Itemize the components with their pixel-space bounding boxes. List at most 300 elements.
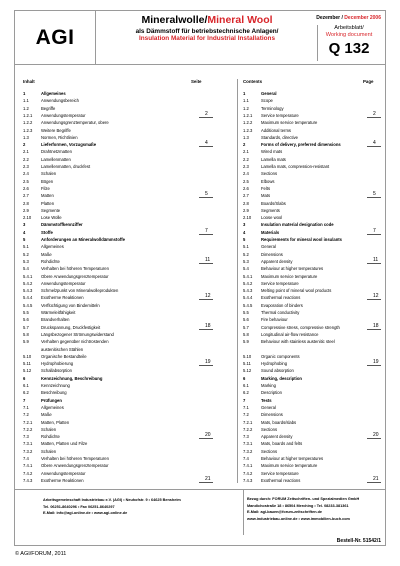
toc-row-number: 6.1 [243, 383, 249, 388]
toc-row-title: Elbows [261, 178, 275, 184]
toc-row-title: Bögen [41, 178, 54, 184]
toc-row-title: General [261, 244, 276, 250]
toc-row [243, 354, 300, 359]
page-underline [199, 197, 213, 198]
toc-row-title: Additional terms [261, 127, 292, 133]
toc-row [23, 230, 53, 235]
copyright: © AGI/FORUM, 2011 [15, 551, 67, 557]
toc-row-number: 5.9 [243, 339, 249, 345]
toc-row-number: 2.8 [243, 200, 249, 206]
toc-row-title: Verhalten gegenüber nichtrostenden [41, 339, 109, 345]
toc-row-title: Lieferformen, Vorzugsmaße [41, 142, 97, 148]
toc-page-number: 18 [373, 322, 379, 329]
toc-row-number: 7.2.1 [23, 419, 33, 425]
toc-row-number: 2.2 [23, 156, 29, 162]
toc-row-number: 5.4.3 [23, 288, 33, 294]
toc-row [23, 478, 84, 483]
toc-page-number: 11 [205, 256, 211, 263]
toc-row-title: Schalen [41, 426, 57, 432]
page-underline [367, 117, 381, 118]
footer-divider [243, 490, 244, 535]
toc-row-number: 1.1 [23, 98, 29, 104]
page-underline [367, 197, 381, 198]
toc-row-title: Anwendungstemperatur [41, 112, 86, 118]
toc-row-title: Terminology [261, 105, 284, 111]
toc-row-title: Anwendungsgrenztemperatur, obere [41, 120, 109, 126]
toc-row [243, 471, 299, 476]
document-title [99, 14, 315, 42]
toc-row-number: 6 [243, 375, 246, 381]
toc-row-title: Apparent density [261, 434, 293, 440]
toc-page-number: 2 [205, 110, 208, 117]
toc-page-number: 2 [373, 110, 376, 117]
toc-row-title: Insulation material designation code [261, 222, 334, 228]
toc-row-title: Sections [261, 448, 278, 454]
toc-row-number: 2.5 [23, 178, 29, 184]
toc-row [23, 441, 87, 446]
toc-row-title: Maximum service temperature [261, 120, 318, 126]
toc-row-number: 4 [23, 229, 26, 235]
toc-row-title: Anwendungsbereich [41, 98, 79, 104]
distributor-info: Bezug durch: FORUM Zeitschriften- und Spezialmedien GmbH Mandichostraße 18 • 86504 Merching • Tel. 08233-381361 E-Mail: agi-bauen@forum-zeitschriften.de www.industriebau-online.de • www.immobilien-buch.com [247, 497, 360, 521]
toc-row [23, 325, 100, 330]
toc-row [243, 288, 331, 293]
toc-row [23, 128, 71, 133]
toc-row-number: 2.1 [243, 149, 249, 155]
toc-row-number: 3 [23, 222, 26, 228]
toc-row [243, 390, 282, 395]
toc-row [23, 303, 100, 308]
toc-row-number: 7.4 [23, 456, 29, 461]
toc-row-title: Mats, boards and felts [261, 441, 303, 447]
toc-row-title: Sections [261, 171, 278, 177]
toc-page-number: 12 [205, 293, 211, 300]
toc-row-title: Marking, description [261, 375, 302, 381]
toc-row [243, 91, 277, 96]
toc-row-number: 1.2.1 [23, 112, 33, 118]
subtitle-de: als Dämmstoff für betriebstechnische Anlagen/ [135, 28, 279, 35]
toc-row-title: General [261, 404, 276, 410]
toc-row-title: Lamellenmatten, druckfest [41, 164, 91, 169]
toc-row [243, 128, 291, 133]
toc-row-title: Beschreibung [41, 390, 67, 396]
toc-row [243, 383, 276, 388]
toc-row [23, 164, 90, 169]
toc-row-number: 5.5 [23, 310, 29, 315]
toc-row [243, 193, 270, 198]
toc-row-title: Dämmstoffkennziffer [41, 222, 83, 228]
toc-row-number: 5.4.1 [243, 273, 253, 279]
toc-row-title: Anforderungen an Mineralwolldämmstoffe [41, 237, 125, 242]
toc-row-title: Drahtnetzmatten [41, 149, 72, 155]
toc-row [23, 222, 83, 227]
page-underline [199, 234, 213, 235]
toc-row [23, 171, 56, 176]
toc-row-number: 5.4.4 [23, 295, 33, 301]
page-underline [199, 146, 213, 147]
page-underline [367, 263, 381, 264]
toc-row [243, 295, 300, 300]
toc-row [23, 215, 62, 220]
toc-page-number: 19 [205, 359, 211, 366]
toc-row-number: 5.1 [243, 244, 249, 250]
toc-row-number: 1.2.2 [243, 120, 253, 126]
toc-row-title: Lamellenmatten [41, 156, 71, 162]
toc-row-number: 5.8 [23, 331, 29, 337]
toc-row-number: 5.4.2 [243, 280, 253, 286]
toc-row-number: 5.4.2 [23, 280, 33, 286]
toc-row-number: 2.6 [23, 185, 29, 191]
toc-row [243, 208, 280, 213]
toc-row-title: Filze [41, 185, 50, 191]
toc-row [243, 186, 270, 191]
toc-page-number: 20 [205, 432, 211, 439]
toc-row [243, 120, 317, 125]
toc-row [243, 303, 303, 308]
toc-row-title: Segments [261, 207, 280, 213]
toc-row [243, 478, 300, 483]
toc-row-number: 7.4.2 [23, 470, 33, 476]
document-page [14, 10, 386, 546]
toc-row-title: Marking [261, 383, 276, 388]
toc-row-number: 2.6 [243, 185, 249, 191]
toc-row [23, 412, 52, 417]
toc-row [23, 288, 118, 293]
toc-row-title: Allgemeines [41, 244, 64, 250]
toc-row-title: Stoffe [41, 229, 53, 235]
toc-row-number: 7.3 [243, 434, 249, 440]
toc-row-title: Description [261, 390, 282, 396]
toc-row-title: Längsbezogener Strömungswiderstand [41, 331, 114, 337]
toc-row-title: Fire behaviour [261, 317, 288, 323]
toc-row-number: 5 [243, 237, 246, 242]
toc-row-number: 2.4 [23, 171, 29, 177]
toc-row [243, 274, 317, 279]
toc-row-title: Exotherme Reaktionen [41, 295, 84, 301]
toc-row [243, 259, 292, 264]
toc-row-title: Verhalten bei höheren Temperaturen [41, 456, 109, 461]
toc-row-number: 5.7 [243, 324, 249, 330]
toc-row-number: 2.4 [243, 171, 249, 177]
toc-row-number: 7.3 [23, 434, 29, 440]
toc-row-title: Sections [261, 426, 278, 432]
doc-type-de: Arbeitsblatt/ [334, 25, 364, 31]
toc-row-number: 7.4.2 [243, 470, 253, 476]
toc-row [243, 171, 277, 176]
toc-row-title: Standards, directive [261, 134, 299, 140]
toc-row [23, 456, 109, 461]
toc-row [243, 376, 302, 381]
page-underline [199, 438, 213, 439]
toc-row-number: 2.10 [23, 215, 32, 221]
toc-row-title: Mats, boards/slabs [261, 419, 297, 425]
toc-row-title: Hydrophobierung [41, 361, 74, 367]
toc-page-number: 18 [205, 322, 211, 329]
toc-row [243, 244, 276, 249]
toc-row-title: Behaviour at higher temperatures [261, 266, 324, 272]
toc-row [23, 281, 85, 286]
toc-page-number: 5 [373, 191, 376, 198]
toc-row-number: 2 [23, 142, 26, 148]
toc-row-title: Thermal conductivity [261, 310, 300, 315]
toc-row-number: 5.4 [243, 266, 249, 272]
toc-row-number: 5.5 [243, 310, 249, 315]
toc-row [243, 201, 286, 206]
toc-row-number: 6 [23, 375, 26, 381]
toc-row-title: Kennzeichnung [41, 383, 70, 388]
toc-row-title: Maximum service temperature [261, 273, 318, 279]
toc-row-number: 7.1 [23, 404, 29, 410]
toc-row [23, 157, 71, 162]
toc-page-number: 4 [205, 140, 208, 147]
toc-row-number: 5.10 [243, 353, 252, 359]
page-underline [367, 234, 381, 235]
toc-row-number: 1.1 [243, 98, 249, 104]
toc-row-title: Tests [261, 397, 272, 403]
toc-row-number: 5 [23, 237, 26, 242]
toc-row-title: Wärmeleitfähigkeit [41, 310, 76, 315]
toc-row [23, 142, 96, 147]
toc-row-title: Compressive stress, compressive strength [261, 324, 340, 330]
toc-row-number: 7.2.2 [243, 426, 253, 432]
toc-row-number: 6.1 [23, 383, 29, 388]
page-underline [199, 299, 213, 300]
toc-row [23, 398, 62, 403]
toc-row [23, 332, 114, 337]
toc-row-title: Schalen [41, 448, 57, 454]
toc-page-number: 12 [373, 293, 379, 300]
toc-row-number: 2.9 [243, 207, 249, 213]
toc-row-number: 7.2 [23, 412, 29, 418]
toc-row [243, 405, 276, 410]
title-de: Mineralwolle/ [141, 14, 208, 26]
toc-page-number: 4 [373, 140, 376, 147]
toc-row [23, 186, 50, 191]
toc-page-heading-de: Seite [191, 79, 202, 84]
document-id-box [317, 25, 380, 61]
toc-row [23, 252, 52, 257]
toc-row-title: Longitudinal air-flow resistance [261, 331, 319, 337]
toc-row [243, 98, 273, 103]
toc-row [23, 390, 67, 395]
toc-row-number: 7 [23, 397, 26, 403]
page-underline [199, 482, 213, 483]
toc-row [243, 332, 319, 337]
toc-row-number: 7.4.3 [23, 477, 33, 483]
toc-row [23, 193, 54, 198]
toc-row-title: Requirements for mineral wool insulants [261, 237, 342, 242]
toc-row-number: 5.4.5 [243, 302, 253, 308]
toc-row-title: Exotherme Reaktionen [41, 477, 84, 483]
toc-page-number: 21 [373, 475, 379, 482]
toc-row-number: 2.7 [243, 193, 249, 199]
toc-row-number: 1 [243, 91, 246, 96]
toc-row [243, 222, 334, 227]
toc-row-title: Forms of delivery, preferred dimensions [261, 142, 341, 148]
toc-row [23, 259, 60, 264]
toc-row-title: Loose wool [261, 215, 283, 221]
toc-row [23, 339, 109, 344]
toc-row [23, 113, 85, 118]
toc-row-number: 2.3 [23, 164, 29, 169]
toc-row-number: 1.2.3 [23, 127, 33, 133]
toc-row-title: Rohdichte [41, 434, 60, 440]
toc-row [23, 135, 78, 140]
toc-row-title: Exothermal reactions [261, 477, 301, 483]
toc-row [23, 310, 75, 315]
toc-row-title: Evaporation of binders [261, 302, 303, 308]
toc-row [243, 412, 283, 417]
toc-row [23, 405, 64, 410]
toc-row-number: 6.2 [243, 390, 249, 396]
toc-row-number: 7.4.1 [243, 463, 253, 469]
toc-row [243, 179, 275, 184]
toc-row-title: Hydrophobing [261, 361, 288, 367]
toc-row-title: Druckspannung, Druckfestigkeit [41, 324, 101, 330]
page-underline [199, 263, 213, 264]
toc-row-number: 5.6 [243, 317, 249, 323]
toc-row-number: 1 [23, 91, 26, 96]
toc-row [23, 317, 69, 322]
toc-row [243, 113, 299, 118]
toc-row [23, 208, 60, 213]
toc-row-title: Melting point of mineral wool products [261, 288, 332, 294]
toc-row-number: 5.1 [23, 244, 29, 250]
toc-row-number: 2.9 [23, 207, 29, 213]
toc-row-number: 7.2 [243, 412, 249, 418]
toc-row [23, 179, 53, 184]
toc-row [23, 376, 102, 381]
toc-row-number: 5.6 [23, 317, 29, 323]
toc-row-title: Dimensions [261, 251, 283, 257]
page-underline [367, 365, 381, 366]
toc-row-number: 1.2.3 [243, 127, 253, 133]
toc-row [243, 463, 317, 468]
toc-row-number: 5.2 [243, 251, 249, 257]
toc-row [243, 420, 296, 425]
toc-row-number: 7.3.2 [23, 448, 33, 454]
toc-row-title: Lamella mats, compression-resistant [261, 164, 330, 169]
toc-row-number: 5.4.4 [243, 295, 253, 301]
toc-row [23, 91, 66, 96]
toc-row-number: 5.11 [243, 361, 251, 367]
toc-row-number: 5.7 [23, 324, 29, 330]
toc-row-title: Schmelzpunkt von Mineralwolleprodukten [41, 288, 119, 294]
toc-row-title: Matten, Platten [41, 419, 70, 425]
toc-row-title: Kennzeichnung, Beschreibung [41, 375, 103, 381]
page-underline [367, 329, 381, 330]
toc-row-title: Allgemeines [41, 404, 64, 410]
toc-row-title: Platten [41, 200, 55, 206]
toc-row [23, 295, 84, 300]
toc-row [23, 434, 60, 439]
toc-row [243, 252, 283, 257]
toc-row-title: Organische Bestandteile [41, 353, 87, 359]
toc-row-number: 5.9 [23, 339, 29, 345]
toc-row-number: 2.1 [23, 149, 29, 155]
toc-row-title: Allgemeines [41, 91, 66, 96]
toc-row-title: Matten [41, 193, 54, 199]
toc-row-title: Scope [261, 98, 273, 104]
toc-row-title: Boards/Slabs [261, 200, 286, 206]
toc-row [23, 274, 109, 279]
toc-row-number: 7.3.2 [243, 448, 253, 454]
toc-row [23, 420, 69, 425]
toc-row-number: 5.11 [23, 361, 31, 367]
toc-row-title: Prüfungen [41, 397, 62, 403]
toc-row-title: Materials [261, 229, 280, 235]
toc-row-title: Maße [41, 412, 52, 418]
toc-row [243, 427, 277, 432]
order-number: Bestell-Nr. 51542/1 [336, 538, 381, 544]
toc-row [243, 449, 277, 454]
toc-row [23, 354, 87, 359]
toc-row-number: 5.12 [23, 368, 32, 374]
toc-row-title: Exothermal reactions [261, 295, 301, 301]
toc-row-number: 7.4.3 [243, 477, 253, 483]
toc-row [243, 456, 323, 461]
toc-row [243, 266, 323, 271]
document-footer [15, 489, 385, 547]
toc-row [23, 244, 64, 249]
toc-row-number: 1.2.2 [23, 120, 33, 126]
subtitle-en: Insulation Material for Industrial Installations [139, 35, 275, 42]
toc-row-title: Service temperature [261, 280, 299, 286]
toc-row-number: 1.3 [243, 134, 249, 140]
page-underline [199, 365, 213, 366]
toc-row [23, 449, 56, 454]
toc-row-number: 2.8 [23, 200, 29, 206]
toc-page-number: 5 [205, 191, 208, 198]
toc-row-number: 6.2 [23, 390, 29, 396]
toc-row-title: Service temperature [261, 470, 299, 476]
toc-row [23, 237, 125, 242]
toc-row-title: Obere Anwendungsgrenztemperatur [41, 273, 109, 279]
toc-row [243, 142, 341, 147]
toc-row-number: 5.4 [23, 266, 29, 272]
toc-row-title: Service temperature [261, 112, 299, 118]
toc-row-title: Dimensions [261, 412, 283, 418]
document-date: Dezember / December 2006 [316, 15, 381, 21]
toc-row [23, 106, 55, 111]
toc-row [243, 398, 272, 403]
toc-row-number: 7.2.2 [23, 426, 33, 432]
toc-row [23, 368, 72, 373]
toc-row-number: 2.5 [243, 178, 249, 184]
toc-row-title: Weitere Begriffe [41, 127, 71, 133]
toc-row-number: 2.7 [23, 193, 29, 199]
toc-row-number: 2.2 [243, 156, 249, 162]
toc-row-number: 5.4.3 [243, 288, 253, 294]
toc-row-number: 1.3 [23, 134, 29, 140]
toc-row [23, 120, 109, 125]
toc-row-title: Verhalten bei höheren Temperaturen [41, 266, 109, 272]
column-divider [237, 79, 238, 483]
toc-row-title: Maximum service temperature [261, 463, 318, 469]
toc-row-title: Lamella mats [261, 156, 286, 162]
toc-page-number: 7 [205, 227, 208, 234]
toc-row-title: Anwendungstemperatur [41, 280, 86, 286]
toc-row-number: 7.3.1 [23, 441, 33, 447]
page-underline [367, 438, 381, 439]
toc-row [23, 266, 109, 271]
toc-row-title: Obere Anwendungsgrenztemperatur [41, 463, 109, 469]
toc-row [23, 201, 54, 206]
toc-row-number: 5.4.5 [23, 302, 33, 308]
toc-row-title: Matten, Platten und Filze [41, 441, 88, 447]
toc-row-number: 1.2.1 [243, 112, 253, 118]
toc-row [243, 135, 298, 140]
